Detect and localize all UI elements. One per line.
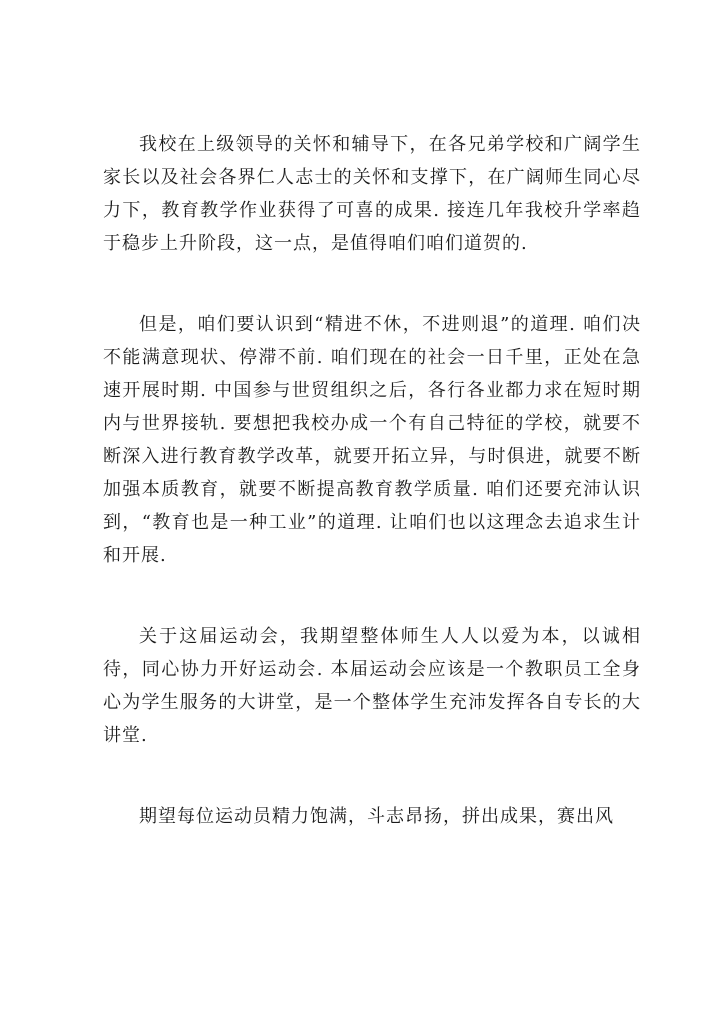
paragraph-3: 关于这届运动会，我期望整体师生人人以爱为本，以诚相待，同心协力开好运动会. 本届运动会应该是一个教职员工全身心为学生服务的大讲堂，是一个整体学生充沛发挥各自专长的大讲堂. — [103, 626, 641, 746]
paragraph-2: 但是，咱们要认识到“精进不休，不进则退”的道理. 咱们决不能满意现状、停滞不前. 咱们现在的社会一日千里，正处在急速开展时期. 中国参与世贸组织之后，各行各业都力求在短时期内与世界接轨. 要想把我校办成一个有自己特征的学校，就要不断深入进行教育教学改革，就要开拓立异，与时俱进，就要不断加强本质教育，就要不断提高教育教学质量. 咱们还要充沛认识到，“教育也是一种工业”的道理. 让咱们也以这理念去追求生计和开展. — [103, 314, 641, 566]
document-body — [103, 128, 641, 833]
paragraph-4: 期望每位运动员精力饱满，斗志昂扬，拼出成果，赛出风 — [139, 806, 614, 827]
paragraph-1: 我校在上级领导的关怀和辅导下，在各兄弟学校和广阔学生家长以及社会各界仁人志士的关怀和支撑下，在广阔师生同心尽力下，教育教学作业获得了可喜的成果. 接连几年我校升学率趋于稳步上升阶段，这一点，是值得咱们咱们道贺的. — [103, 134, 641, 254]
